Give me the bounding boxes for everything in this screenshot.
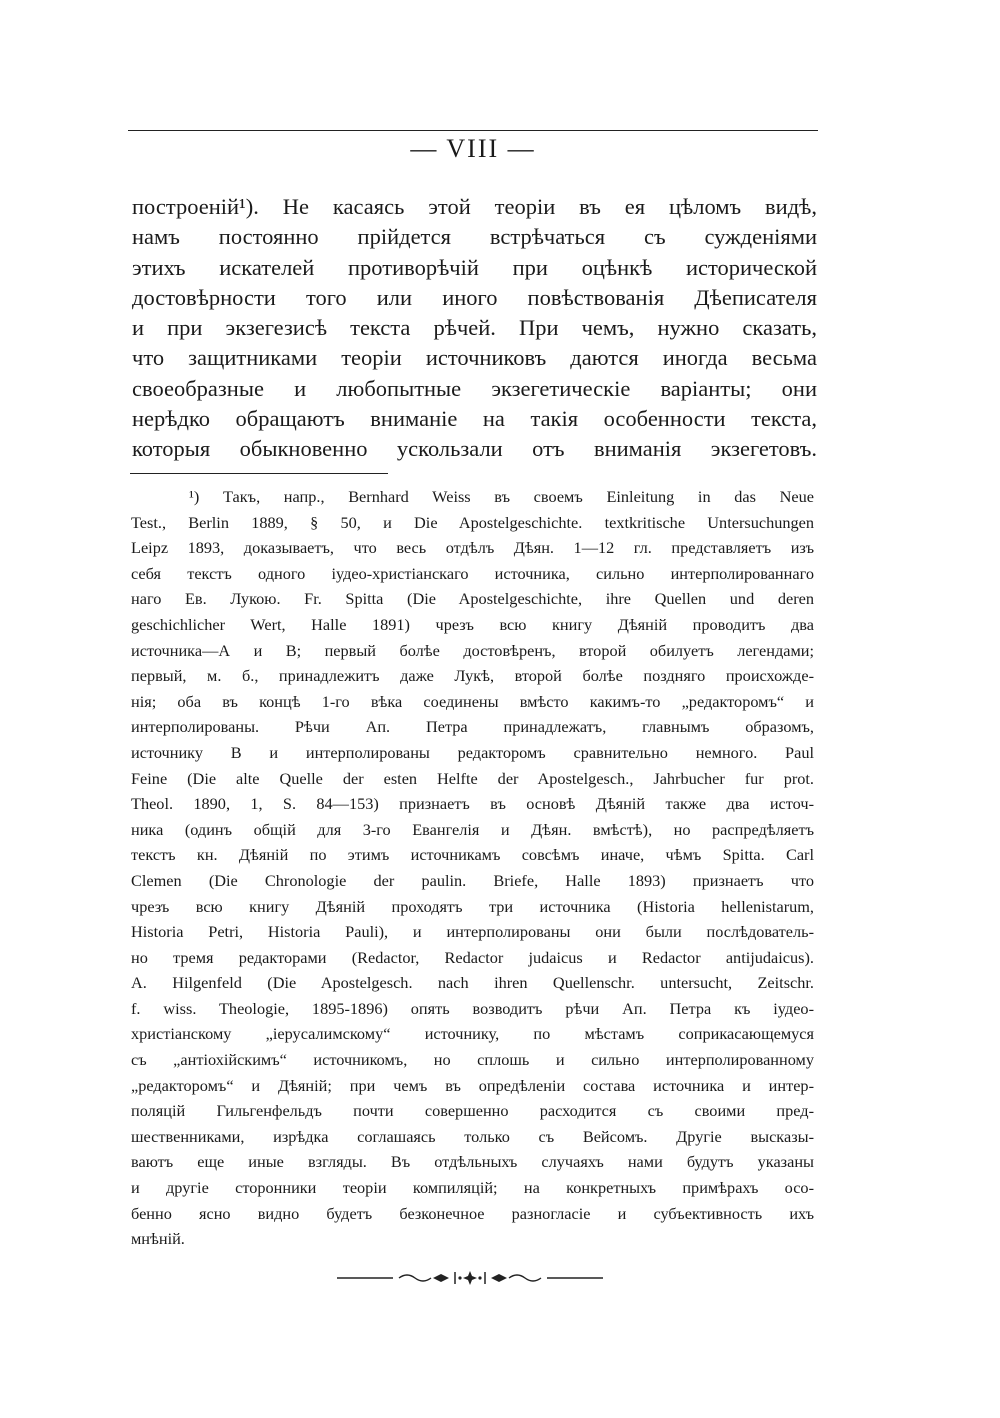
footnote-line: Historia Petri, Historia Pauli), и интерполированы они были послѣдователь- bbox=[131, 922, 814, 942]
footnote-line: f. wiss. Theologie, 1895-1896) опять возводитъ рѣчи Ап. Петра къ іудео- bbox=[131, 998, 814, 1018]
footnote-line: бенно ясно видно будетъ безконечное разногласіе и субъективность ихъ bbox=[131, 1203, 814, 1223]
footnote-line: geschichlicher Wert, Halle 1891) чрезъ всю книгу Дѣяній проводитъ два bbox=[131, 614, 814, 634]
main-text bbox=[132, 192, 817, 465]
footnote-line: христіанскому „іерусалимскому“ источнику, по мѣстамъ соприкасающемуся bbox=[131, 1024, 814, 1044]
footnote bbox=[131, 484, 814, 1252]
text-line: нерѣдко обращаютъ вниманіе на такія особенности текста, bbox=[132, 406, 817, 432]
page-number: — VIII — bbox=[410, 134, 536, 163]
footnote-line: „редакторомъ“ и Дѣяній; при чемъ въ опредѣленіи состава источника и интер- bbox=[131, 1075, 814, 1095]
footnote-line: чрезъ всю книгу Дѣяній проходятъ три источника (Historia hellenistarum, bbox=[131, 896, 814, 916]
footnote-line: но тремя редакторами (Redactor, Redactor judaicus и Redactor antijudaicus). bbox=[131, 947, 814, 967]
footnote-line: первый, м. б., принадлежитъ даже Лукѣ, второй болѣе поздняго происхожде- bbox=[131, 666, 814, 686]
footnote-line: себя текстъ одного іудео-христіанскаго источника, сильно интерполированнаго bbox=[131, 563, 814, 583]
footnote-line: Feine (Die alte Quelle der esten Helfte der Apostelgesch., Jahrbucher fur prot. bbox=[131, 768, 814, 788]
footnote-line: наго Ев. Лукою. Fr. Spitta (Die Apostelgeschichte, ihre Quellen und deren bbox=[131, 589, 814, 609]
footnote-line: источника—А и В; первый болѣе достовѣренъ, второй обилуетъ легендами; bbox=[131, 640, 814, 660]
footnote-line: и другіе сторонники теоріи компиляцій; на конкретныхъ примѣрахъ осо- bbox=[131, 1178, 814, 1198]
text-line: своеобразные и любопытные экзегетическіе варіанты; они bbox=[132, 375, 817, 401]
footnote-line: поляцій Гильгенфельдъ почти совершенно расходится съ своими пред- bbox=[131, 1101, 814, 1121]
footnote-line: Theol. 1890, 1, S. 84—153) признаетъ въ основѣ Дѣяній также два источ- bbox=[131, 794, 814, 814]
footnote-rule bbox=[130, 473, 388, 474]
footnote-line: Clemen (Die Chronologie der paulin. Briefe, Halle 1893) признаетъ что bbox=[131, 870, 814, 890]
text-line: и при экзегезисѣ текста рѣчей. При чемъ, нужно сказать, bbox=[132, 315, 817, 341]
text-line: намъ постоянно прійдется встрѣчаться съ сужденіями bbox=[132, 224, 817, 250]
footnote-line: интерполированы. Рѣчи Ап. Петра принадлежатъ, главнымъ образомъ, bbox=[131, 717, 814, 737]
footnote-line: текстъ кн. Дѣяній по этимъ источникамъ совсѣмъ иначе, чѣмъ Spitta. Carl bbox=[131, 845, 814, 865]
footnote-line: мнѣній. bbox=[131, 1229, 185, 1249]
footnote-line: съ „антіохійскимъ“ источникомъ, но сплошь и сильно интерполированному bbox=[131, 1050, 814, 1070]
footnote-line: ваютъ еще иные взгляды. Въ отдѣльныхъ случаяхъ нами будутъ указаны bbox=[131, 1152, 814, 1172]
footnote-line: ¹) Такъ, напр., Bernhard Weiss въ своемъ Einleitung in das Neue bbox=[189, 487, 814, 506]
text-line: которыя обыкновенно ускользали отъ вниманія экзегетовъ. bbox=[132, 436, 817, 462]
footnote-line: Leipz 1893, доказываетъ, что весь отдѣлъ Дѣян. 1—12 гл. представляетъ изъ bbox=[131, 538, 814, 558]
footnote-line: источнику В и интерполированы редакторомъ сравнительно немного. Paul bbox=[131, 742, 814, 762]
footnote-line: шественниками, изрѣдка соглашаясь только съ Вейсомъ. Другіе высказы- bbox=[131, 1126, 814, 1146]
ornamental-divider-icon bbox=[335, 1268, 605, 1288]
header-rule bbox=[128, 130, 818, 131]
footnote-line: Test., Berlin 1889, § 50, и Die Apostelgeschichte. textkritische Untersuchungen bbox=[131, 512, 814, 532]
text-line: этихъ искателей противорѣчій при оцѣнкѣ исторической bbox=[132, 254, 817, 280]
text-line: достовѣрности того или иного повѣствованія Дѣеписателя bbox=[132, 284, 817, 310]
text-line: что защитниками теоріи источниковъ даются иногда весьма bbox=[132, 345, 817, 371]
footnote-line: нія; оба въ концѣ 1-го вѣка соединены вмѣсто какимъ-то „редакторомъ“ и bbox=[131, 691, 814, 711]
footnote-line: A. Hilgenfeld (Die Apostelgesch. nach ihren Quellenschr. untersucht, Zeitschr. bbox=[131, 973, 814, 993]
text-line: построеній¹). Не касаясь этой теоріи въ ея цѣломъ видѣ, bbox=[132, 194, 817, 219]
footnote-line: ника (одинъ общій для 3-го Евангелія и Дѣян. вмѣстѣ), но распредѣляетъ bbox=[131, 819, 814, 839]
